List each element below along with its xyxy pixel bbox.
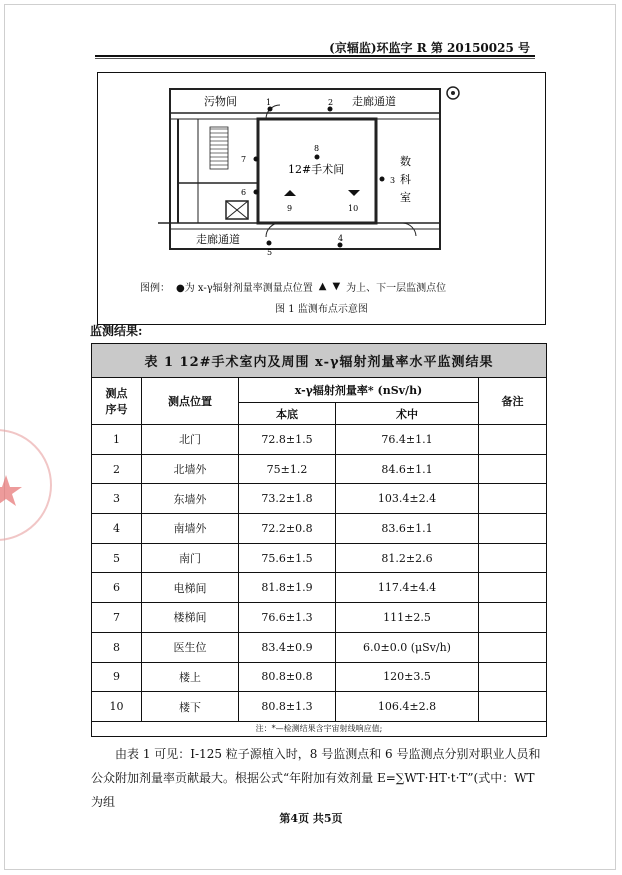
cell-during: 103.4±2.4 [336, 484, 479, 514]
cell-during: 6.0±0.0 (μSv/h) [336, 632, 479, 662]
table-row [92, 662, 547, 692]
conclusion-paragraph: 由表 1 可见：I-125 粒子源植入时，8 号监测点和 6 号监测点分别对职业人员和公众附加剂量率贡献最大。根据公式“年附加有效剂量 E=∑WT·HT·t·T”(式中：WT为组 [91, 747, 541, 809]
cell-location: 楼上 [142, 662, 239, 692]
page-footer: 第4页 共5页 [279, 812, 343, 825]
table-row [92, 573, 547, 603]
table-row [92, 454, 547, 484]
cell-location: 医生位 [142, 632, 239, 662]
results-table [91, 343, 547, 737]
cell-remark [479, 662, 547, 692]
legend-prefix: 图例： [140, 283, 170, 294]
cell-no: 10 [92, 692, 142, 722]
cell-remark [479, 692, 547, 722]
cell-background: 75.6±1.5 [239, 543, 336, 573]
col-location: 测点位置 [142, 378, 239, 425]
table-row [92, 543, 547, 573]
cell-during: 76.4±1.1 [336, 425, 479, 455]
cell-background: 76.6±1.3 [239, 603, 336, 633]
cell-during: 120±3.5 [336, 662, 479, 692]
cell-remark [479, 573, 547, 603]
cell-background: 80.8±0.8 [239, 662, 336, 692]
dept-room-label-1: 数 [400, 155, 411, 168]
cell-no: 8 [92, 632, 142, 662]
table-row [92, 603, 547, 633]
cell-background: 75±1.2 [239, 454, 336, 484]
results-heading: 监测结果: [90, 324, 143, 338]
cell-remark [479, 454, 547, 484]
cell-no: 3 [92, 484, 142, 514]
triangle-up-icon: ▲ [318, 281, 327, 292]
col-background: 本底 [239, 403, 336, 425]
cell-during: 117.4±4.4 [336, 573, 479, 603]
cell-background: 80.8±1.3 [239, 692, 336, 722]
cell-during: 84.6±1.1 [336, 454, 479, 484]
operating-room-label: 12#手术间 [288, 163, 345, 176]
cell-background: 81.8±1.9 [239, 573, 336, 603]
cell-background: 83.4±0.9 [239, 632, 336, 662]
legend-tri-text: 为上、下一层监测点位 [346, 283, 447, 294]
point-5-label: 5 [267, 248, 273, 257]
point-8-label: 8 [314, 144, 320, 153]
dept-room-label-3: 室 [400, 191, 411, 204]
cell-during: 106.4±2.8 [336, 692, 479, 722]
seal-stamp [0, 420, 56, 550]
point-3-label: 3 [390, 176, 396, 185]
table-row [92, 514, 547, 544]
cell-background: 73.2±1.8 [239, 484, 336, 514]
cell-remark [479, 632, 547, 662]
cell-location: 北墙外 [142, 454, 239, 484]
dirt-room-label: 污物间 [204, 95, 237, 108]
table-row [92, 484, 547, 514]
triangle-down-icon: ▼ [332, 281, 341, 292]
col-remark: 备注 [479, 378, 547, 425]
table-row [92, 692, 547, 722]
corridor-bottom-label: 走廊通道 [196, 233, 240, 246]
cell-no: 6 [92, 573, 142, 603]
cell-during: 111±2.5 [336, 603, 479, 633]
cell-location: 南门 [142, 543, 239, 573]
point-4-label: 4 [338, 234, 344, 243]
dept-room-label-2: 科 [400, 173, 411, 186]
cell-location: 楼下 [142, 692, 239, 722]
document-number: (京辐监)环监字 R 第 20150025 号 [329, 41, 530, 55]
cell-no: 5 [92, 543, 142, 573]
cell-during: 81.2±2.6 [336, 543, 479, 573]
table-title: 表 1 12#手术室内及周围 x-γ辐射剂量率水平监测结果 [92, 344, 547, 378]
cell-no: 2 [92, 454, 142, 484]
table-note: 注：*—检测结果含宇宙射线响应值; [92, 721, 547, 736]
cell-remark [479, 543, 547, 573]
cell-location: 东墙外 [142, 484, 239, 514]
point-1-label: 1 [266, 98, 272, 107]
cell-remark [479, 425, 547, 455]
table-row [92, 632, 547, 662]
col-during: 术中 [336, 403, 479, 425]
point-9-label: 9 [287, 204, 293, 213]
legend-dot-text: ●为 x-γ辐射剂量率测量点位置 [176, 283, 313, 294]
cell-remark [479, 514, 547, 544]
figure-legend [140, 279, 446, 294]
cell-no: 4 [92, 514, 142, 544]
cell-no: 1 [92, 425, 142, 455]
table-row [92, 425, 547, 455]
point-7-label: 7 [241, 155, 247, 164]
cell-background: 72.8±1.5 [239, 425, 336, 455]
cell-background: 72.2±0.8 [239, 514, 336, 544]
col-point-no: 测点 序号 [92, 378, 142, 425]
col-dose-rate: x-γ辐射剂量率* (nSv/h) [239, 378, 479, 403]
cell-remark [479, 603, 547, 633]
header-rule [95, 55, 535, 57]
cell-location: 北门 [142, 425, 239, 455]
cell-location: 楼梯间 [142, 603, 239, 633]
cell-location: 电梯间 [142, 573, 239, 603]
cell-remark [479, 484, 547, 514]
corridor-top-label: 走廊通道 [352, 95, 396, 108]
point-2-label: 2 [328, 98, 334, 107]
cell-no: 9 [92, 662, 142, 692]
figure-caption: 图 1 监测布点示意图 [275, 304, 368, 315]
cell-no: 7 [92, 603, 142, 633]
cell-during: 83.6±1.1 [336, 514, 479, 544]
point-6-label: 6 [241, 188, 247, 197]
header-rule-thin [95, 58, 535, 59]
cell-location: 南墙外 [142, 514, 239, 544]
point-10-label: 10 [348, 204, 359, 213]
